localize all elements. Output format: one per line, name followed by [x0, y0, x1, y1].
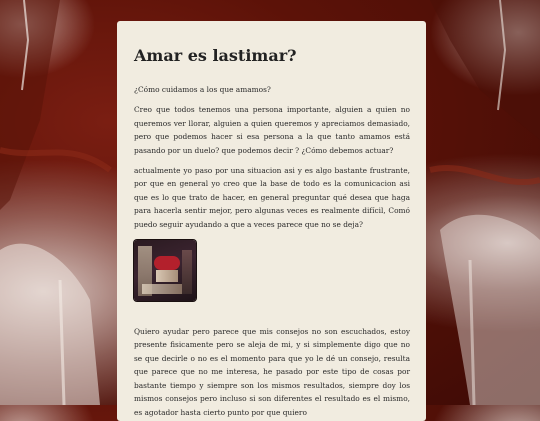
thumbnail-shape — [156, 270, 178, 282]
post-title[interactable]: Amar es lastimar? — [134, 46, 297, 65]
post-paragraph-3: actualmente yo paso por una situacion asi y es algo bastante frustrante, por que en general yo creo que la base de todo es la comunicacion asi que es lo que trato de hacer, en general preguntar qué desea que haga para hacerla sentir mejor, pero algunas veces es realmente difícil, Comó puedo seguir ayudando a que a veces parece que no se deja? — [134, 166, 410, 229]
post-image-thumbnail[interactable] — [134, 240, 196, 301]
thumbnail-shape — [182, 250, 192, 294]
thumbnail-shape — [154, 256, 180, 270]
post-paragraph-1: ¿Cómo cuidamos a los que amamos? — [134, 85, 271, 94]
post-paragraph-4: Quiero ayudar pero parece que mis consejos no son escuchados, estoy presente fisicamente pero se aleja de mi, y si simplemente digo que no se que decirle o no es el momento para que yo le dé un consejo, resulta que parece que no me interesa, he pasado por este tipo de cosas por bastante tiempo y siempre son los mismos resultados, siempre doy los mismos consejos pero incluso si son diferentes el resultado es el mismo, es agotador hasta cierto punto por que quiero — [134, 327, 410, 417]
post-paragraph-2: Creo que todos tenemos una persona importante, alguien a quien no queremos ver llorar, alguien a quien queremos y apreciamos demasiado, pero que podemos hacer si esa persona a la que tanto amamos está pasando por un duelo? que podemos decir ? ¿Cómo debemos actuar? — [134, 105, 410, 155]
blog-post-card — [117, 21, 426, 421]
thumbnail-shape — [142, 284, 182, 294]
